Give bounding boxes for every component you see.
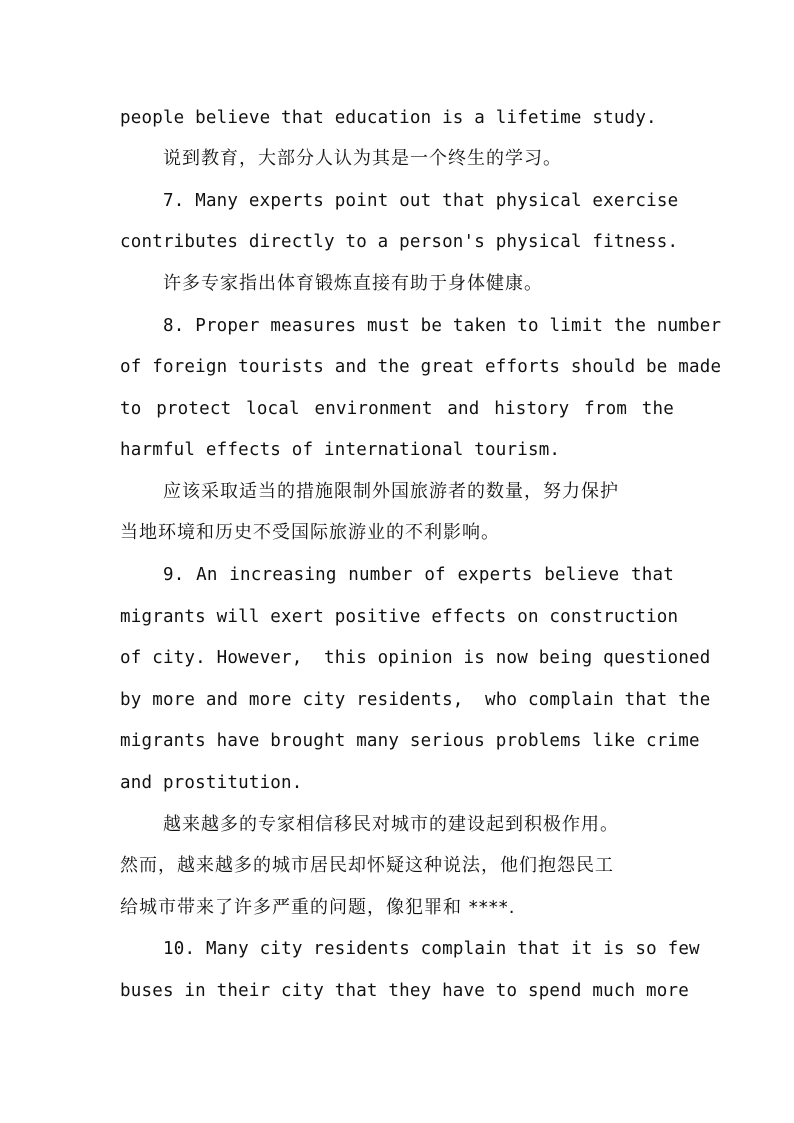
item-8-line-4: harmful effects of international tourism. xyxy=(120,440,561,460)
item-9-line-6: and prostitution. xyxy=(120,773,303,793)
item-10-line-1: 10. Many city residents complain that it is so few xyxy=(163,939,700,959)
item-8-chinese-line-2: 当地环境和历史不受国际旅游业的不利影响。 xyxy=(120,522,500,543)
text-line-1: people believe that education is a lifetime study. xyxy=(120,108,657,128)
item-8-line-2: of foreign tourists and the great efforts should be made xyxy=(120,357,722,377)
item-7-line-2: contributes directly to a person's physical fitness. xyxy=(120,232,679,252)
item-7-chinese: 许多专家指出体育锻炼直接有助于身体健康。 xyxy=(163,273,543,294)
item-9-chinese-line-1: 越来越多的专家相信移民对城市的建设起到积极作用。 xyxy=(163,814,619,835)
item-9-line-5: migrants have brought many serious problems like crime xyxy=(120,731,700,751)
item-7-line-1: 7. Many experts point out that physical exercise xyxy=(163,191,679,211)
text-line-2-chinese: 说到教育，大部分人认为其是一个终生的学习。 xyxy=(163,148,562,169)
item-8-chinese-line-1: 应该采取适当的措施限制外国旅游者的数量，努力保护 xyxy=(163,481,619,502)
item-9-line-3: of city. However, this opinion is now being questioned xyxy=(120,648,711,668)
item-9-line-1: 9. An increasing number of experts believe that xyxy=(163,565,674,585)
item-9-chinese-line-3: 给城市带来了许多严重的问题，像犯罪和 ****. xyxy=(120,897,516,918)
item-9-line-4: by more and more city residents, who complain that the xyxy=(120,690,711,710)
item-9-chinese-line-2: 然而，越来越多的城市居民却怀疑这种说法，他们抱怨民工 xyxy=(120,855,614,876)
item-10-line-2: buses in their city that they have to spend much more xyxy=(120,981,690,1001)
item-9-line-2: migrants will exert positive effects on construction xyxy=(120,607,679,627)
item-8-line-1: 8. Proper measures must be taken to limit the number xyxy=(163,316,722,336)
item-8-line-3: to protect local environment and history from the xyxy=(120,399,674,419)
